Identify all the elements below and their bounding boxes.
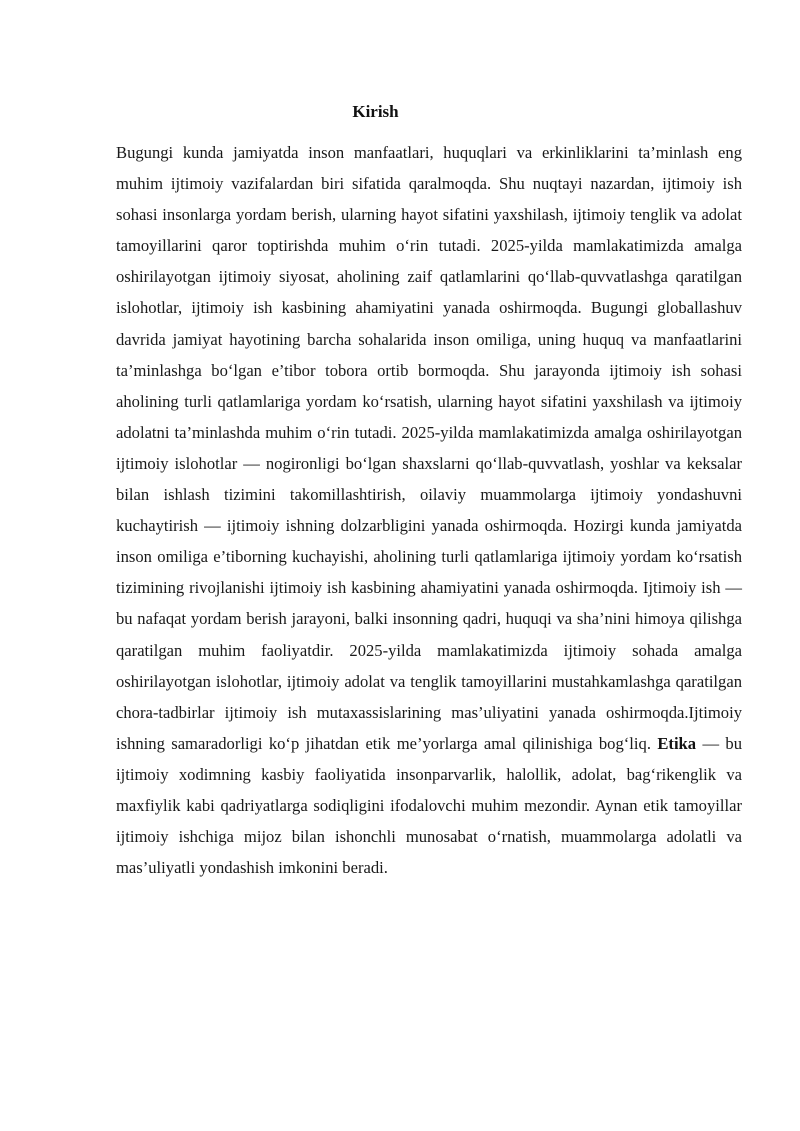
paragraph-text-after-term: — bu ijtimoiy xodimning kasbiy faoliyatida insonparvarlik, halollik, adolat, bag‘rikenglik va maxfiylik kabi qadriyatlarga sodiqligini ifodalovchi muhim mezondir. Aynan etik tamoyillar ijtimoiy ishchiga mijoz bilan ishonchli munosabat o‘rnatish, muammolarga adolatli va mas’uliyatli yondashish imkonini beradi. [116,733,743,878]
bold-term-etika: Etika [657,733,697,753]
section-title: Kirish [352,102,399,121]
body-paragraph [116,137,742,883]
paragraph-text-before-term: Bugungi kunda jamiyatda inson manfaatlari, huquqlari va erkinliklarini ta’minlash eng muhim ijtimoiy vazifalardan biri sifatida qaralmoqda. Shu nuqtayi nazardan, ijtimoiy ish sohasi insonlarga yordam berish, ularning hayot sifatini yaxshilash, ijtimoiy tenglik va adolat tamoyillarini qaror toptirishda muhim o‘rin tutadi. 2025-yilda mamlakatimizda amalga oshirilayotgan ijtimoiy siyosat, aholining zaif qatlamlarini qo‘llab-quvvatlashga qaratilgan islohotlar, ijtimoiy ish kasbining ahamiyatini yanada oshirmoqda. Bugungi globallashuv davrida jamiyat hayotining barcha sohalarida inson omiliga, uning huquq va manfaatlarini ta’minlashga bo‘lgan e’tibor tobora ortib bormoqda. Shu jarayonda ijtimoiy ish sohasi aholining turli qatlamlariga yordam ko‘rsatish, ularning hayot sifatini yaxshilash va ijtimoiy adolatni ta’minlashda muhim o‘rin tutadi. 2025-yilda mamlakatimizda amalga oshirilayotgan ijtimoiy islohotlar — nogironligi bo‘lgan shaxslarni qo‘llab-quvvatlash, yoshlar va keksalar bilan ishlash tizimini takomillashtirish, oilaviy muammolarga ijtimoiy yondashuvni kuchaytirish — ijtimoiy ishning dolzarbligini yanada oshirmoqda. Hozirgi kunda jamiyatda inson omiliga e’tiborning kuchayishi, aholining turli qatlamlariga ijtimoiy yordam ko‘rsatish tizimining rivojlanishi ijtimoiy ish kasbining ahamiyatini yanada oshirmoqda. Ijtimoiy ish — bu nafaqat yordam berish jarayoni, balki insonning qadri, huquqi va sha’nini himoya qilishga qaratilgan muhim faoliyatdir. 2025-yilda mamlakatimizda ijtimoiy sohada amalga oshirilayotgan islohotlar, ijtimoiy adolat va tenglik tamoyillarini mustahkamlashga qaratilgan chora-tadbirlar ijtimoiy ish mutaxassislarining mas’uliyatini yanada oshirmoqda.Ijtimoiy ishning samaradorligi ko‘p jihatdan etik me’yorlarga amal qilinishiga bog‘liq. [116,143,742,753]
